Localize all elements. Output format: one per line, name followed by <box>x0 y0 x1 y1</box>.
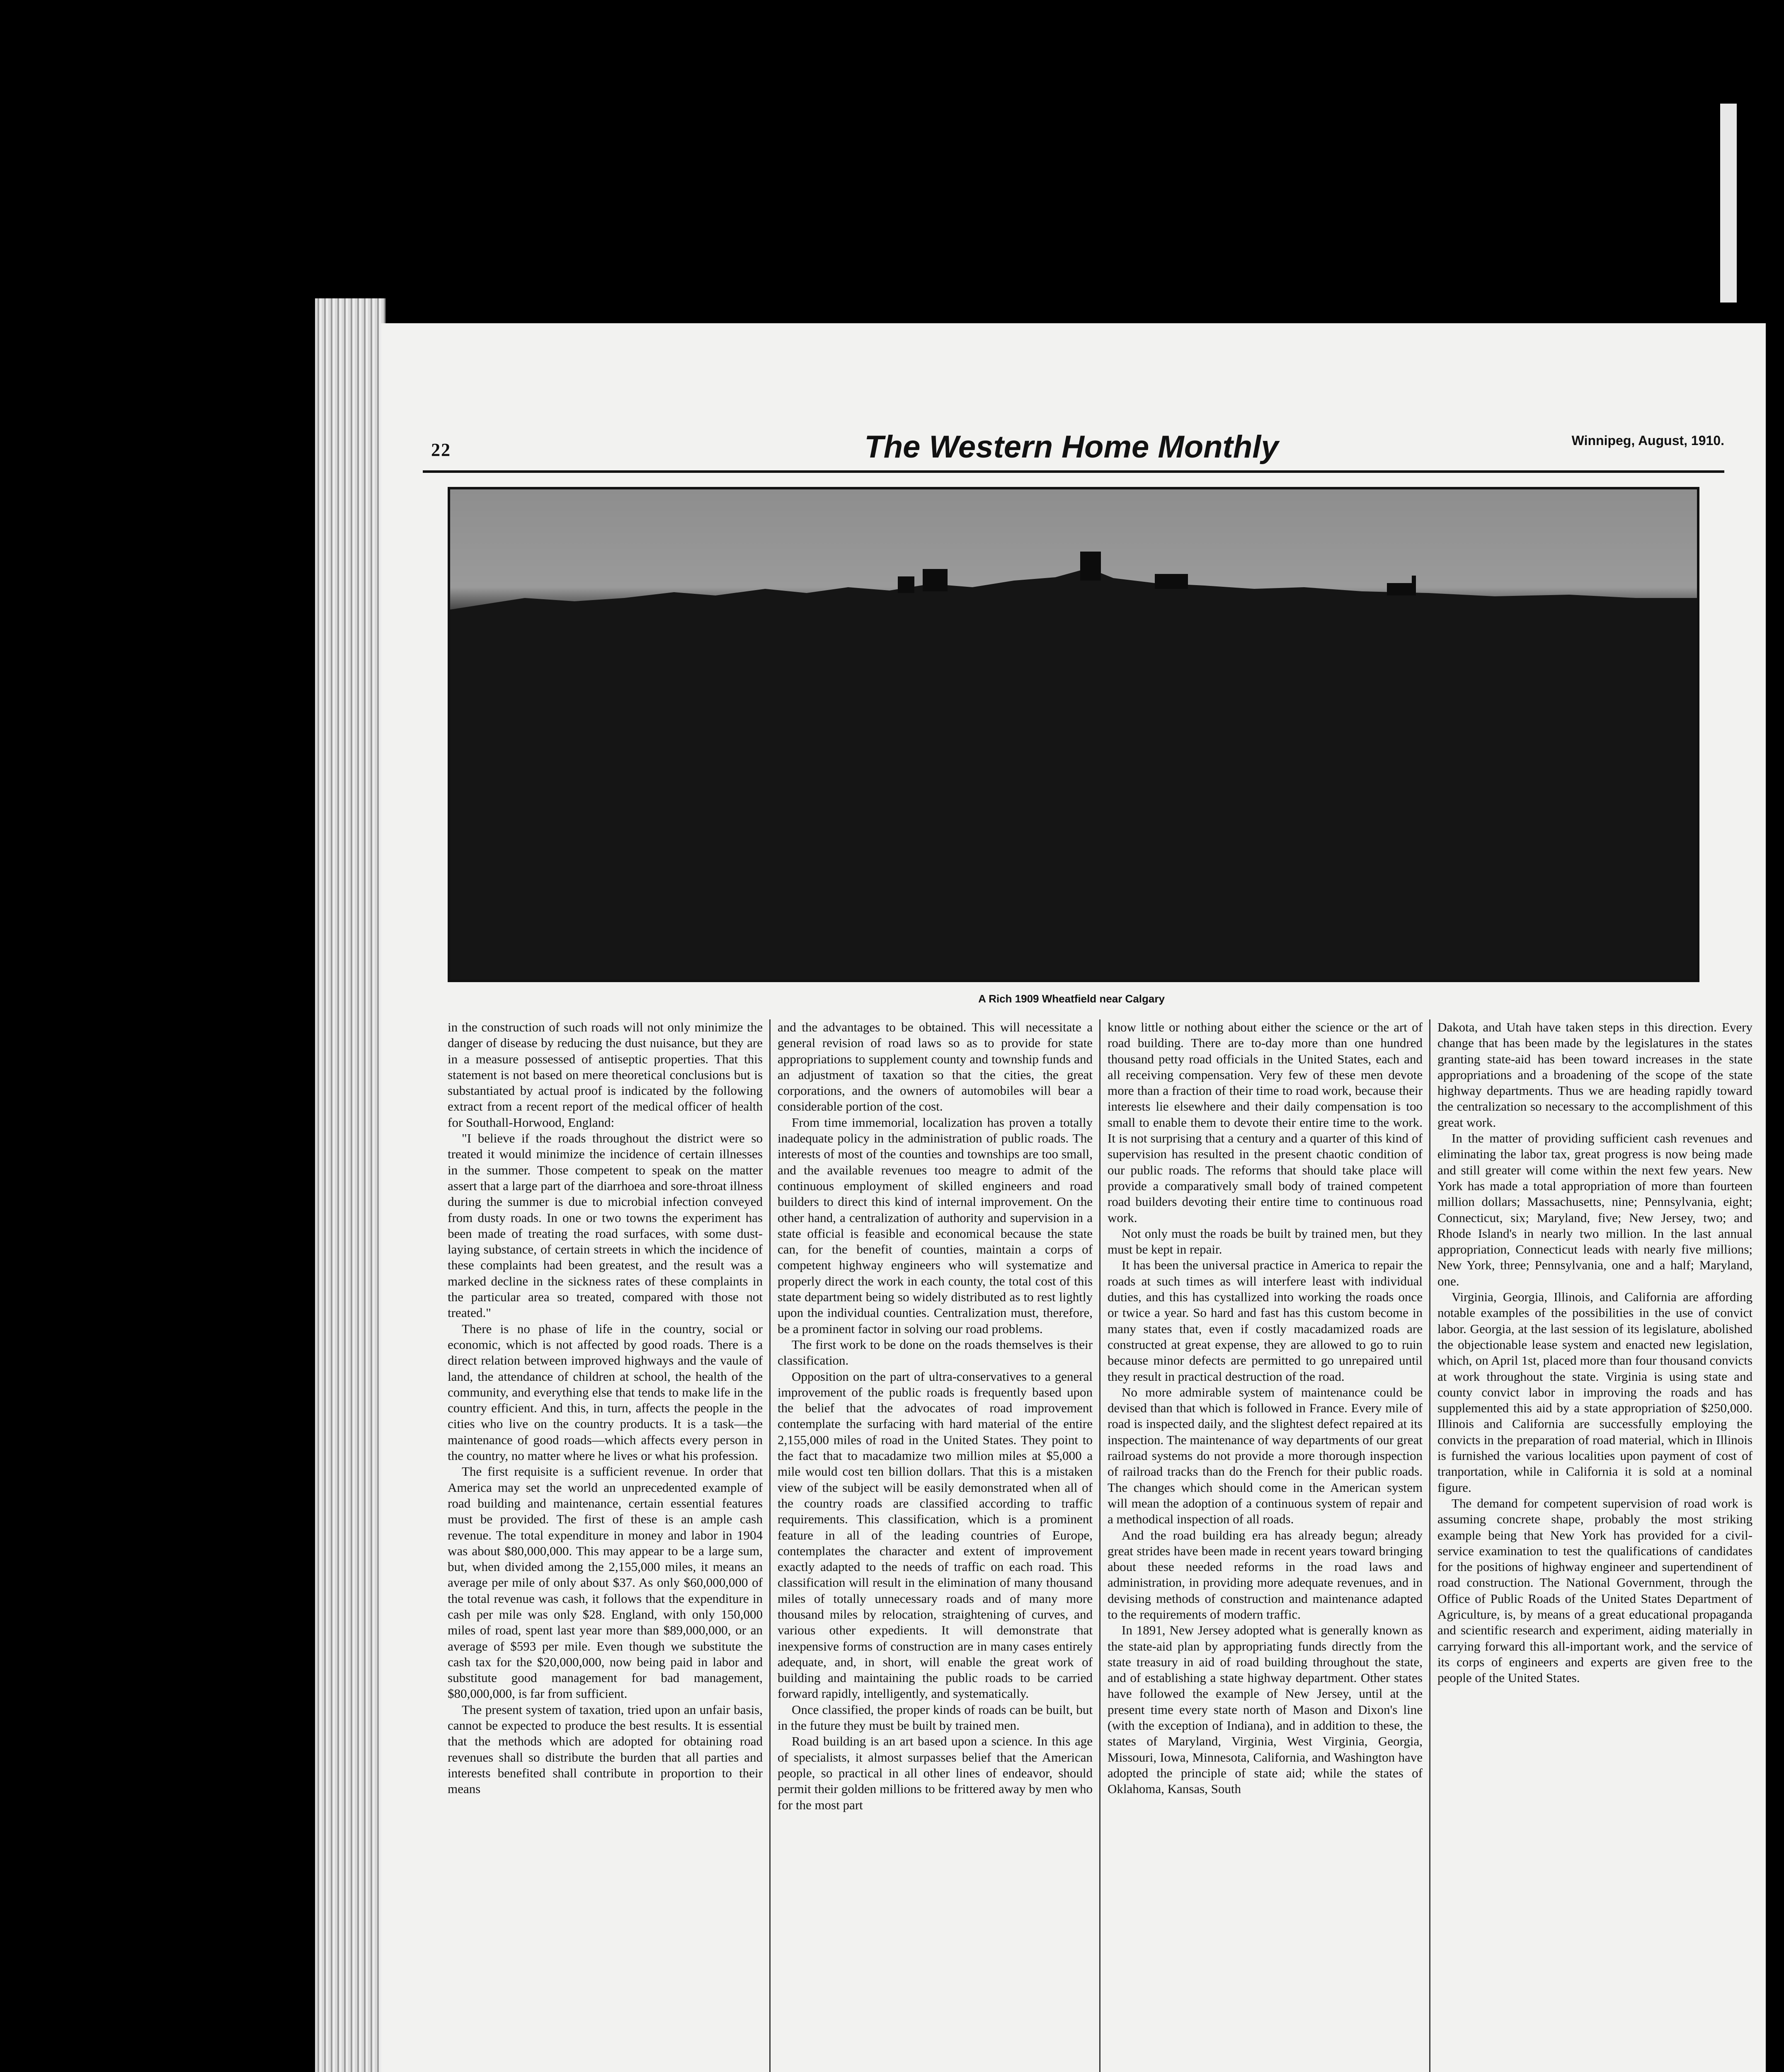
magazine-page <box>381 323 1766 2072</box>
article-paragraph: In the matter of providing sufficient cash revenues and eliminating the labor tax, great progress is now being made and still greater will come within the next few years. New York has made a total appropriation of more than fourteen million dollars; Massachusetts, nine; Pennsylvania, eight; Connecticut, six; Maryland, five; New Jersey, two; and Rhode Island's in nearly two million. In the last annual appropriation, Connecticut leads with nearly five millions; New York, three; Pennsylvania, one and a half; Maryland, one. <box>1437 1131 1752 1288</box>
article-paragraph: Not only must the roads be built by trained men, but they must be kept in repair. <box>1108 1226 1423 1257</box>
page-content <box>406 348 1752 2072</box>
article-paragraph: And the road building era has already begun; already great strides have been made in recent years toward bringing about these needed reforms in the road laws and administration, in providing more adequate revenues, and in devising methods of construction and maintenance adapted to the requirements of modern traffic. <box>1108 1527 1423 1622</box>
wheatfield-photo <box>448 487 1699 982</box>
masthead-rule <box>423 470 1724 473</box>
article-paragraph: The first work to be done on the roads themselves is their classification. <box>778 1337 1093 1368</box>
page-number: 22 <box>431 440 451 460</box>
article-column-4 <box>1437 1019 1752 2072</box>
column-divider-3 <box>1429 1019 1430 2072</box>
article-paragraph: Road building is an art based upon a science. In this age of specialists, it almost surpasses belief that the American people, so practical in all other lines of endeavor, should permit their golden millions to be frittered away by men who for the most part <box>778 1734 1093 1812</box>
article-paragraph: There is no phase of life in the country, social or economic, which is not affected by good roads. There is a direct relation between improved highways and the vaule of land, the attendance of children at school, the health of the community, and everything else that tends to make life in the country efficient. And this, in turn, affects the people in the cities who live on the country products. It is a task—the maintenance of good roads—which affects every person in the country, no matter where he lives or what his profession. <box>448 1321 763 1463</box>
article-paragraph: Dakota, and Utah have taken steps in this direction. Every change that has been made by the legislatures in the states granting state-aid has been toward increases in the state appropriations and a broadening of the scope of the state highway departments. Thus we are heading rapidly toward the centralization so necessary to the accomplishment of this great work. <box>1437 1020 1752 1130</box>
article-paragraph: Opposition on the part of ultra-conservatives to a general improvement of the public roads is frequently based upon the belief that the advocates of road improvement contemplate the surfacing with hard material of the entire 2,155,000 miles of road in the United States. They point to the fact that to macadamize two million miles at $5,000 a mile would cost ten billion dollars. That this is a mistaken view of the subject will be easily demonstrated when all of the country roads are classified according to traffic requirements. This classification, which is a prominent feature in all of the leading countries of Europe, contemplates the character and extent of improvement exactly adapted to the needs of traffic on each road. This classification will result in the elimination of many thousand miles of totally unnecessary roads and of many more thousand miles by relocation, straightening of curves, and various other expedients. It will demonstrate that inexpensive forms of construction are in many cases entirely adequate, and, in short, will enable the great work of building and maintaining the public roads to be carried forward rapidly, intelligently, and systematically. <box>778 1369 1093 1701</box>
masthead-title: The Western Home Monthly <box>864 429 1279 465</box>
article-column-2 <box>778 1019 1093 2072</box>
article-paragraph: Once classified, the proper kinds of roads can be built, but in the future they must be built by trained men. <box>778 1702 1093 1733</box>
article-column-1 <box>448 1019 763 2072</box>
article-paragraph: and the advantages to be obtained. This will necessitate a general revision of road laws so as to provide for state appropriations to supplement county and township funds and an adjustment of taxation so that the cities, the great corporations, and the owners of automobiles will bear a considerable portion of the cost. <box>778 1020 1093 1114</box>
article-paragraph: "I believe if the roads throughout the district were so treated it would minimize the incidence of certain illnesses in the summer. Those competent to speak on the matter assert that a large part of the diarrhoea and sore-throat illness during the summer is due to microbial infection conveyed from dusty roads. In one or two towns the experiment has been made of treating the road surfaces, with some dust-laying substance, of certain streets in which the incidence of these complaints had been greatest, and the result was a marked decline in the sickness rates of these complaints in the particular area so treated, compared with those not treated." <box>448 1131 763 1320</box>
wheatfield-silhouette <box>450 489 1697 980</box>
article-paragraph: No more admirable system of maintenance could be devised than that which is followed in France. Every mile of road is inspected daily, and the slightest defect repaired at its inspection. The maintenance of way departments of our great railroad systems do not provide a more thorough inspection of railroad tracks than do the French for their public roads. The changes which should come in the American system will mean the adoption of a continuous system of repair and a methodical inspection of all roads. <box>1108 1385 1423 1527</box>
article-paragraph: In 1891, New Jersey adopted what is generally known as the state-aid plan by appropriating funds directly from the state treasury in aid of road building throughout the state, and of establishing a state highway department. Other states have followed the example of New Jersey, until at the present time every state north of Mason and Dixon's line (with the exception of Indiana), and in addition to these, the states of Maryland, Virginia, West Virginia, Georgia, Missouri, Iowa, Minnesota, California, and Washington have adopted the principle of state aid; while the states of Oklahoma, Kansas, South <box>1108 1623 1423 1796</box>
article-paragraph: The demand for competent supervision of road work is assuming concrete shape, probably the most striking example being that New York has provided for a civil-service examination to test the qualifications of candidates for the positions of highway engineer and supertendinent of road construction. The National Government, through the Office of Public Roads of the United States Department of Agriculture, is, by means of a great educational propaganda and scientific research and experiment, aiding materially in carrying forward this all-important work, and the service of its corps of engineers and experts are given free to the people of the United States. <box>1437 1496 1752 1685</box>
dateline: Winnipeg, August, 1910. <box>1571 433 1724 448</box>
article-paragraph: Virginia, Georgia, Illinois, and California are affording notable examples of the possibilities in the use of convict labor. Georgia, at the last session of its legislature, abolished the objectionable lease system and enacted new legislation, which, on April 1st, placed more than four thousand convicts at work throughout the state. Virginia is using state and county convict labor in improving the roads and has supplemented this aid by a state appropriation of $250,000. Illinois and California are successfully employing the convicts in the preparation of road material, which in Illinois is furnished the various localities upon payment of cost of tranportation, while in California it is sold at a nominal figure. <box>1437 1290 1752 1495</box>
article-paragraph: know little or nothing about either the science or the art of road building. There are to-day more than one hundred thousand petty road officials in the United States, each and all receiving compensation. Very few of these men devote more than a fraction of their time to road work, because their interests lie elsewhere and their daily compensation is too small to enable them to devote their entire time to the work. It is not surprising that a century and a quarter of this kind of supervision has resulted in the present chaotic condition of our public roads. The reforms that should take place will provide a comparatively small body of trained competent road builders devoting their entire time to continuous road work. <box>1108 1020 1423 1225</box>
photo-caption: A Rich 1909 Wheatfield near Calgary <box>978 992 1165 1005</box>
article-paragraph: The present system of taxation, tried upon an unfair basis, cannot be expected to produce the best results. It is essential that the methods which are adopted for obtaining road revenues shall so distribute the burden that all parties and interests benefited shall contribute in proportion to their means <box>448 1702 763 1796</box>
article-paragraph: The first requisite is a sufficient revenue. In order that America may set the world an unprecedented example of road building and maintenance, certain essential features must be provided. The first of these is an ample cash revenue. The total expenditure in money and labor in 1904 was about $80,000,000. This may appear to be a large sum, but, when divided among the 2,155,000 miles, it means an average per mile of only about $37. As only $60,000,000 of the total revenue was cash, it follows that the expenditure in cash per mile was only $28. England, with only 150,000 miles of road, spent last year more than $89,000,000, or an average of $593 per mile. Even though we substitute the cash tax for the $20,000,000, now being paid in labor and substitute good management for bad management, $80,000,000, is far from sufficient. <box>448 1464 763 1701</box>
article-paragraph: It has been the universal practice in America to repair the roads at such times as will interfere least with individual duties, and this has cystallized into working the roads once or twice a year. So hard and fast has this custom become in many states that, even if costly macadamized roads are constructed at great expense, they are allowed to go to ruin because minor defects are permitted to go unrepaired until they result in practical destruction of the road. <box>1108 1258 1423 1384</box>
column-divider-2 <box>1099 1019 1100 2072</box>
article-paragraph: From time immemorial, localization has proven a totally inadequate policy in the administration of public roads. The interests of most of the counties and townships are too small, and the available revenues too meagre to admit of the continuous employment of skilled engineers and road builders to direct this kind of internal improvement. On the other hand, a centralization of authority and supervision in a state official is feasible and economical because the state can, for the benefit of counties, maintain a corps of competent highway engineers who will systematize and properly direct the work in each county, the total cost of this state department being so widely distributed as to rest lightly upon the individual counties. Centralization must, therefore, be a prominent factor in solving our road problems. <box>778 1115 1093 1336</box>
book-page-edges <box>315 298 385 2072</box>
article-column-3 <box>1108 1019 1423 2072</box>
column-divider-1 <box>769 1019 771 2072</box>
article-paragraph: in the construction of such roads will not only minimize the danger of disease by reducing the dust nuisance, but they are in a measure possessed of antiseptic properties. That this statement is not based on mere theoretical conclusions but is substantiated by actual proof is indicated by the following extract from a recent report of the medical officer of health for Southall-Horwood, England: <box>448 1020 763 1130</box>
film-edge-right-top <box>1720 104 1737 303</box>
